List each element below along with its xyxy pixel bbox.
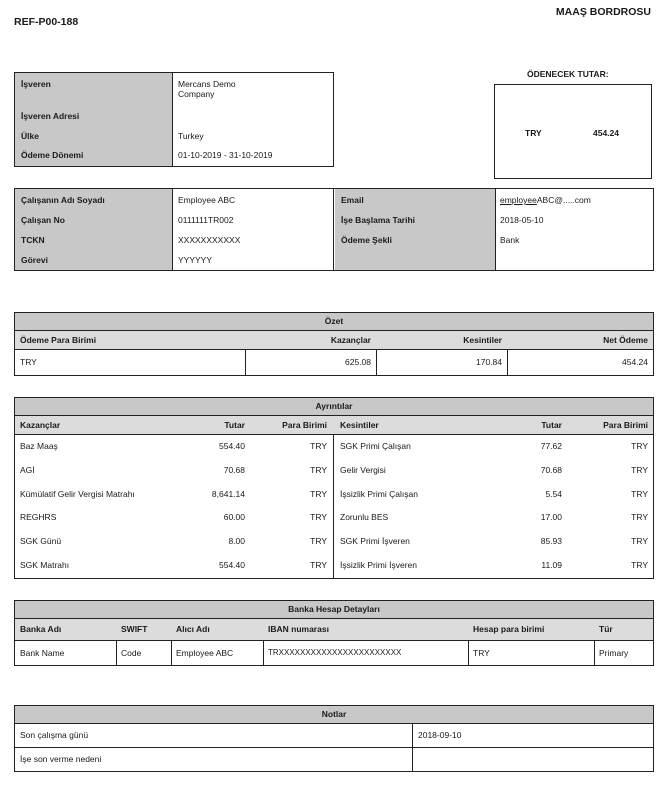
details-row (15, 506, 653, 530)
termination-reason-label: İşe son verme nedeni (20, 754, 102, 764)
bank-name-header: Banka Adı (20, 624, 62, 634)
summary-currency-value: TRY (20, 357, 37, 367)
earning-amount: 554.40 (219, 560, 245, 570)
bank-table (14, 600, 654, 666)
earning-name: SGK Matrahı (20, 560, 70, 570)
summary-table (14, 312, 654, 376)
tckn-value: XXXXXXXXXXX (178, 235, 241, 245)
start-date-label: İşe Başlama Tarihi (341, 215, 416, 225)
payable-box (494, 84, 652, 179)
earning-currency: TRY (310, 560, 327, 570)
earning-amount: 8,641.14 (211, 488, 245, 499)
earning-name: Kümülatif Gelir Vergisi Matrahı (20, 488, 135, 499)
summary-deductions-value: 170.84 (476, 357, 502, 367)
deduction-amount: 5.54 (545, 488, 562, 499)
employee-no-value: 0111111TR002 (178, 215, 234, 225)
employer-label: İşveren (21, 79, 51, 89)
account-type-header: Tür (599, 624, 613, 634)
summary-title: Özet (15, 313, 653, 330)
deduction-name: SGK Primi Çalışan (340, 441, 411, 451)
deduction-currency: TRY (631, 441, 648, 451)
details-row (15, 530, 653, 554)
pay-period-value: 01-10-2019 - 31-10-2019 (178, 150, 273, 160)
deduction-amount: 85.93 (540, 536, 562, 547)
earning-currency: TRY (310, 536, 327, 547)
summary-currency-header: Ödeme Para Birimi (20, 335, 97, 345)
bank-title: Banka Hesap Detayları (15, 601, 653, 618)
details-row (15, 554, 653, 578)
earning-currency: TRY (310, 512, 327, 523)
earning-currency: TRY (310, 464, 327, 475)
swift-value: Code (121, 648, 142, 658)
iban-header: IBAN numarası (268, 624, 329, 634)
deductions-header: Kesintiler (340, 420, 379, 430)
account-currency-header: Hesap para birimi (473, 624, 545, 634)
deduction-currency: TRY (631, 488, 648, 499)
earning-amount: 8.00 (228, 536, 245, 547)
earning-name: REGHRS (20, 512, 57, 523)
summary-deductions-header: Kesintiler (463, 335, 502, 345)
country-label: Ülke (21, 131, 39, 141)
employer-box (14, 72, 334, 167)
recipient-header: Alıcı Adı (176, 624, 210, 634)
deduction-currency: TRY (631, 512, 648, 523)
payment-method-label: Ödeme Şekli (341, 235, 393, 245)
email-label: Email (341, 195, 364, 205)
summary-earnings-header: Kazançlar (330, 335, 371, 345)
earning-amount: 554.40 (219, 441, 245, 451)
iban-value: TRXXXXXXXXXXXXXXXXXXXXXXX (268, 648, 402, 657)
deduction-currency: TRY (631, 560, 648, 570)
reference-number: REF-P00-188 (14, 16, 79, 28)
account-currency-value: TRY (473, 648, 490, 658)
payment-method-value: Bank (500, 235, 520, 245)
details-row (15, 459, 653, 483)
details-title: Ayrıntılar (15, 398, 653, 415)
summary-net-header: Net Ödeme (603, 335, 648, 345)
account-type-value: Primary (599, 648, 629, 658)
deduction-name: İşsizlik Primi İşveren (340, 560, 417, 570)
tckn-label: TCKN (21, 235, 45, 245)
notes-title: Notlar (15, 706, 653, 723)
earning-name: SGK Günü (20, 536, 62, 547)
payable-amount: 454.24 (593, 128, 619, 138)
earning-amount: 70.68 (223, 464, 245, 475)
deduction-name: İşsizlik Primi Çalışan (340, 488, 418, 499)
email-value[interactable]: employeeABC@.....com (500, 195, 591, 205)
earning-amount: 60.00 (223, 512, 245, 523)
last-work-day-label: Son çalışma günü (20, 730, 89, 740)
country-value: Turkey (178, 131, 204, 141)
employee-box (14, 188, 654, 271)
earnings-currency-header: Para Birimi (282, 420, 327, 430)
employee-name-label: Çalışanın Adı Soyadı (21, 195, 105, 205)
employer-address-label: İşveren Adresi (21, 111, 80, 121)
employee-no-label: Çalışan No (21, 215, 65, 225)
deduction-currency: TRY (631, 536, 648, 547)
deduction-currency: TRY (631, 464, 648, 475)
deduction-amount: 70.68 (540, 464, 562, 475)
earning-name: Baz Maaş (20, 441, 58, 451)
earnings-amount-header: Tutar (224, 420, 245, 430)
summary-net-value: 454.24 (622, 357, 648, 367)
deduction-name: Zorunlu BES (340, 512, 389, 523)
deductions-currency-header: Para Birimi (603, 420, 648, 430)
deductions-amount-header: Tutar (541, 420, 562, 430)
details-table (14, 397, 654, 579)
pay-period-label: Ödeme Dönemi (21, 150, 84, 160)
deduction-name: Gelir Vergisi (340, 464, 386, 475)
payable-label: ÖDENECEK TUTAR: (527, 69, 609, 79)
notes-table (14, 705, 654, 772)
payable-currency: TRY (525, 128, 542, 138)
earnings-header: Kazançlar (20, 420, 61, 430)
deduction-name: SGK Primi İşveren (340, 536, 410, 547)
bank-name-value: Bank Name (20, 648, 65, 658)
termination-reason-value (413, 748, 653, 771)
deduction-amount: 11.09 (541, 560, 562, 570)
employer-value: Mercans Demo Company (178, 79, 236, 99)
earning-name: AGİ (20, 464, 35, 475)
deduction-amount: 17.00 (540, 512, 562, 523)
recipient-value: Employee ABC (176, 648, 234, 658)
deduction-amount: 77.62 (540, 441, 562, 451)
position-label: Görevi (21, 255, 48, 265)
earning-currency: TRY (310, 441, 327, 451)
details-row (15, 483, 653, 507)
position-value: YYYYYY (178, 255, 213, 265)
last-work-day-value: 2018-09-10 (418, 730, 462, 740)
summary-earnings-value: 625.08 (345, 357, 371, 367)
earning-currency: TRY (310, 488, 327, 499)
start-date-value: 2018-05-10 (500, 215, 544, 225)
swift-header: SWIFT (121, 624, 148, 634)
document-title: MAAŞ BORDROSU (555, 6, 651, 18)
employee-name-value: Employee ABC (178, 195, 236, 205)
details-row (15, 435, 653, 459)
